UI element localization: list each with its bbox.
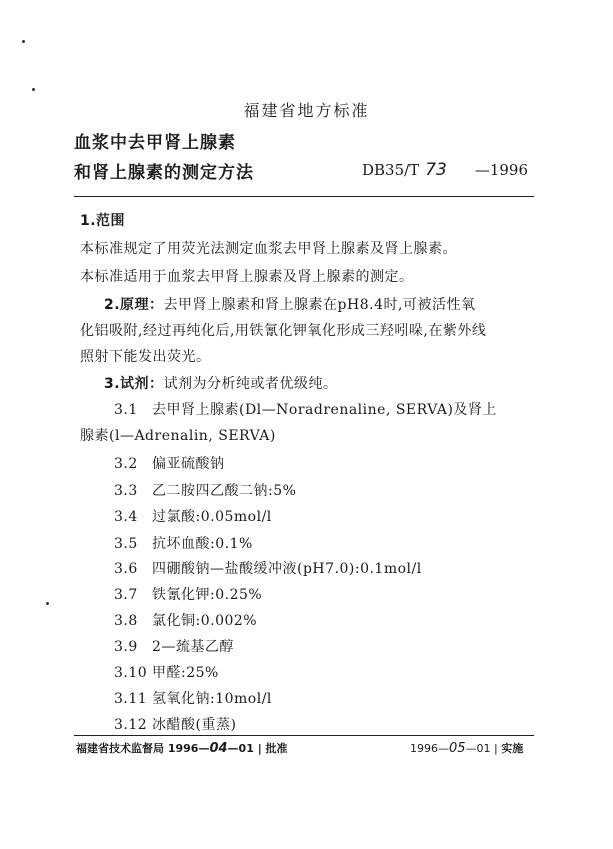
reagent-3-1: 3.1 去甲肾上腺素(Dl—Noradrenaline, SERVA)及肾上 (114, 402, 497, 418)
section-3-line (104, 373, 544, 393)
reagent-item: 3.9 2—巯基乙醇 (114, 639, 234, 655)
section-2-text-1: 去甲肾上腺素和肾上腺素在pH8.4时,可被活性氧 (163, 297, 476, 313)
section-1-para-2: 本标准适用于血浆去甲肾上腺素及肾上腺素的测定。 (80, 269, 414, 285)
impl-day: —01 (465, 742, 491, 755)
impl-label: 实施 (501, 742, 524, 755)
doc-title-line1: 血浆中去甲肾上腺素 (74, 133, 236, 153)
top-divider (74, 196, 534, 197)
section-1-para-1: 本标准规定了用荧光法测定血浆去甲肾上腺素及肾上腺素。 (80, 241, 457, 257)
standard-category-heading: 福建省地方标准 (243, 101, 370, 120)
reagent-item: 3.10 甲醛:25% (114, 665, 219, 681)
reagent-item: 3.12 冰醋酸(重蒸) (114, 717, 237, 733)
section-2-line-2: 化铝吸附,经过再纯化后,用铁氰化钾氧化形成三羟吲哚,在紫外线 (80, 323, 487, 339)
scan-speck (22, 40, 25, 43)
reagent-item: 3.8 氯化铜:0.002% (114, 613, 258, 629)
reagent-item: 3.11 氢氧化钠:10mol/l (114, 691, 272, 707)
impl-year: 1996— (410, 742, 449, 755)
scan-speck (32, 88, 35, 91)
section-3-label: 3.试剂： (104, 376, 164, 392)
reagent-3-1-continued: 腺素(l—Adrenalin, SERVA) (80, 428, 276, 444)
reagent-item: 3.5 抗坏血酸:0.1% (114, 536, 253, 552)
standard-code (362, 160, 528, 180)
section-2-line-3: 照射下能发出荧光。 (80, 349, 211, 365)
approval-note: 福建省技术监督局 1996—04—01 | 批准 (76, 741, 288, 756)
section-2-line-1 (104, 294, 544, 314)
approval-month: 04 (209, 741, 228, 756)
scan-speck (46, 602, 49, 605)
code-prefix: DB35/T (362, 161, 420, 179)
approval-day: —01 (227, 742, 254, 755)
code-number: 73 (425, 160, 447, 180)
section-1-heading: 1.范围 (80, 213, 126, 229)
reagent-item: 3.2 偏亚硫酸钠 (114, 456, 225, 472)
implementation-note: 1996—05—01 | 实施 (410, 741, 524, 756)
reagent-item: 3.3 乙二胺四乙酸二钠:5% (114, 483, 297, 499)
doc-title-line2: 和肾上腺素的测定方法 (74, 163, 254, 183)
reagent-item: 3.7 铁氰化钾:0.25% (114, 587, 263, 603)
approval-label: 批准 (265, 742, 288, 755)
section-3-text: 试剂为分析纯或者优级纯。 (163, 376, 338, 392)
impl-month: 05 (449, 741, 466, 756)
code-year: —1996 (474, 161, 529, 179)
issuer-text: 福建省技术监督局 1996— (76, 742, 210, 755)
reagent-item: 3.4 过氯酸:0.05mol/l (114, 509, 272, 525)
reagent-item: 3.6 四硼酸钠—盐酸缓冲液(pH7.0):0.1mol/l (114, 561, 422, 577)
section-2-label: 2.原理： (104, 297, 164, 313)
bottom-divider (74, 735, 534, 736)
